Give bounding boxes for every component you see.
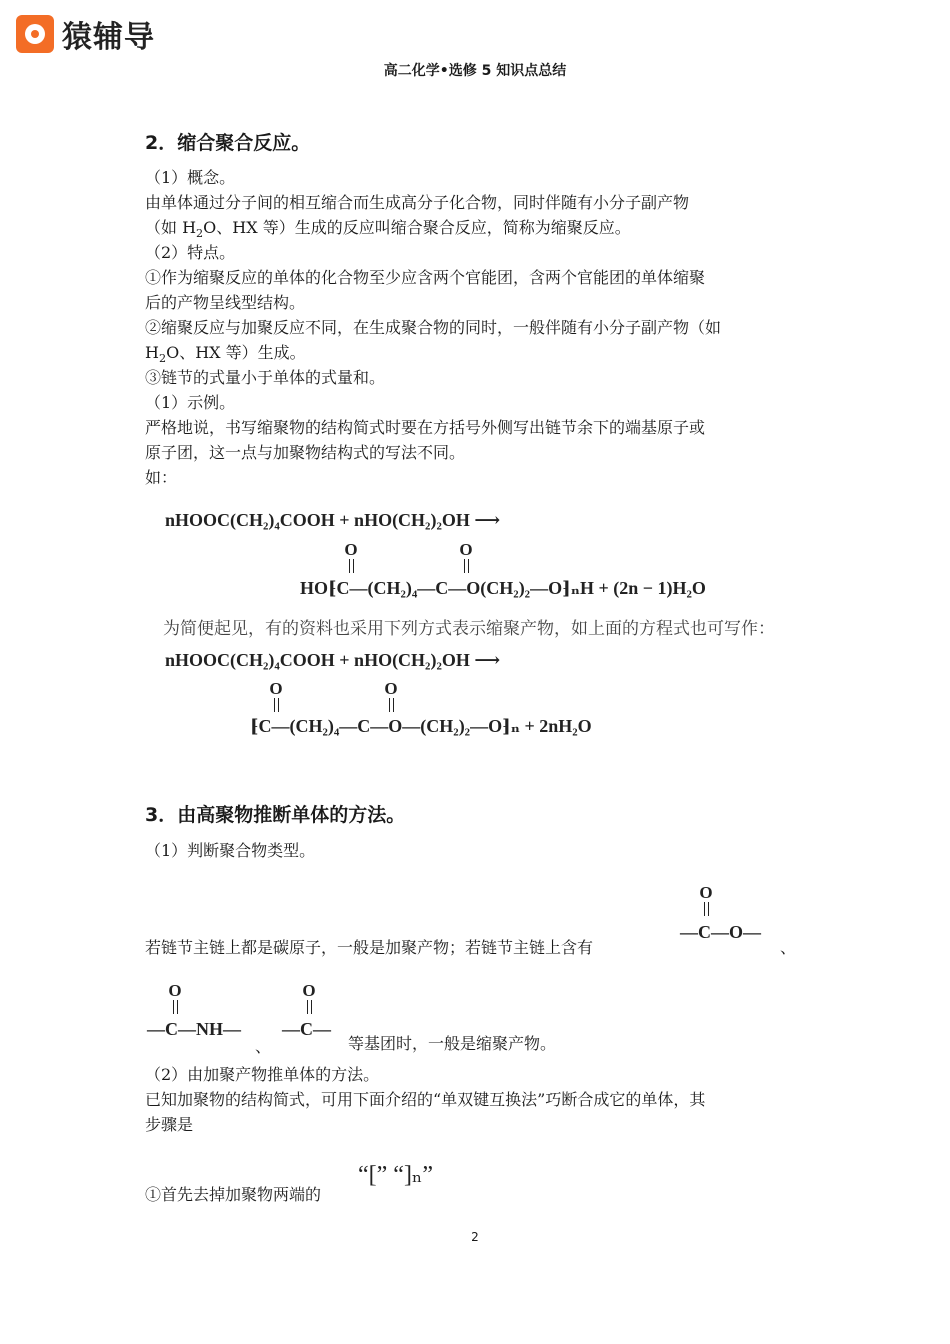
carbonyl-o-eq2-a: O: [268, 680, 284, 712]
judge-label: （1）判断聚合物类型。: [145, 841, 316, 860]
carbonyl-carbonyl-o: O: [300, 982, 318, 1014]
equation-2-reactants: nHOOC(CH₂)₄COOH + nHO(CH₂)₂OH ⟶: [165, 650, 501, 670]
page-header-title: 高二化学•选修 5 知识点总结: [383, 63, 567, 79]
equation-note: 为简便起见，有的资料也采用下列方式表示缩聚产物，如上面的方程式也可写作：: [163, 619, 775, 639]
logo-text: 猿辅导: [62, 20, 155, 55]
carbonyl-group: —C—: [282, 1019, 331, 1039]
feature-label: （2）特点。: [145, 243, 236, 262]
feature-3: ③链节的式量小于单体的式量和。: [145, 368, 386, 387]
addition-line-1: 已知加聚物的结构简式，可用下面介绍的“单双键互换法”巧断合成它的单体，其: [145, 1090, 706, 1109]
ester-carbonyl-o: O: [697, 884, 715, 916]
logo-mark-icon: [16, 15, 54, 53]
example-line-3: 如：: [145, 468, 178, 487]
amide-group: —C—NH—: [147, 1019, 241, 1039]
example-line-1: 严格地说，书写缩聚物的结构简式时要在方括号外侧写出链节余下的端基原子或: [145, 418, 706, 437]
concept-line-1: 由单体通过分子间的相互缩合而生成高分子化合物，同时伴随有小分子副产物: [145, 193, 690, 212]
carbonyl-o-eq1-a: O: [343, 541, 359, 573]
brand-logo: [16, 14, 155, 54]
separator-mark: 、: [255, 1037, 272, 1056]
section2-heading: 2．缩合聚合反应。: [145, 132, 311, 154]
addition-label: （2）由加聚产物推单体的方法。: [145, 1065, 380, 1084]
amide-carbonyl-o: O: [166, 982, 184, 1014]
equation-1-product: HO⁅C—(CH₂)₄—C—O(CH₂)₂—O⁆ₙH + (2n − 1)H₂O: [300, 578, 706, 598]
example-line-2: 原子团，这一点与加聚物结构式的写法不同。: [145, 443, 466, 462]
judge-text: 若链节主链上都是碳原子，一般是加聚产物；若链节主链上含有: [145, 938, 594, 957]
judge-tail: 等基团时，一般是缩聚产物。: [348, 1034, 557, 1053]
carbonyl-o-eq2-b: O: [383, 680, 399, 712]
feature-2-line-2: $H_2O$、HX 等）生成。: [145, 343, 306, 366]
feature-1-line-1: ①作为缩聚反应的单体的化合物至少应含两个官能团，含两个官能团的单体缩聚: [145, 268, 706, 287]
section3-heading: 3．由高聚物推断单体的方法。: [145, 804, 406, 826]
step-1-text: ①首先去掉加聚物两端的: [145, 1185, 322, 1204]
addition-line-2: 步骤是: [145, 1115, 194, 1134]
carbonyl-o-eq1-b: O: [458, 541, 474, 573]
page-number: 2: [471, 1230, 479, 1244]
example-label: （1）示例。: [145, 393, 236, 412]
ester-group: —C—O—: [680, 922, 761, 942]
equation-1-reactants: nHOOC(CH₂)₄COOH + nHO(CH₂)₂OH ⟶: [165, 510, 501, 530]
comma-mark: 、: [780, 938, 797, 957]
polymer-bracket-symbol: “[” “]ₙ”: [358, 1162, 433, 1188]
concept-label: （1）概念。: [145, 168, 236, 187]
feature-1-line-2: 后的产物呈线型结构。: [145, 293, 306, 312]
equation-2-product: ⁅C—(CH₂)₄—C—O—(CH₂)₂—O⁆ₙ + 2nH₂O: [250, 716, 592, 736]
feature-2-line-1: ②缩聚反应与加聚反应不同，在生成聚合物的同时，一般伴随有小分子副产物（如: [145, 318, 722, 337]
concept-line-2: （如 $H_2O$、HX 等）生成的反应叫缩合聚合反应，简称为缩聚反应。: [145, 218, 631, 241]
